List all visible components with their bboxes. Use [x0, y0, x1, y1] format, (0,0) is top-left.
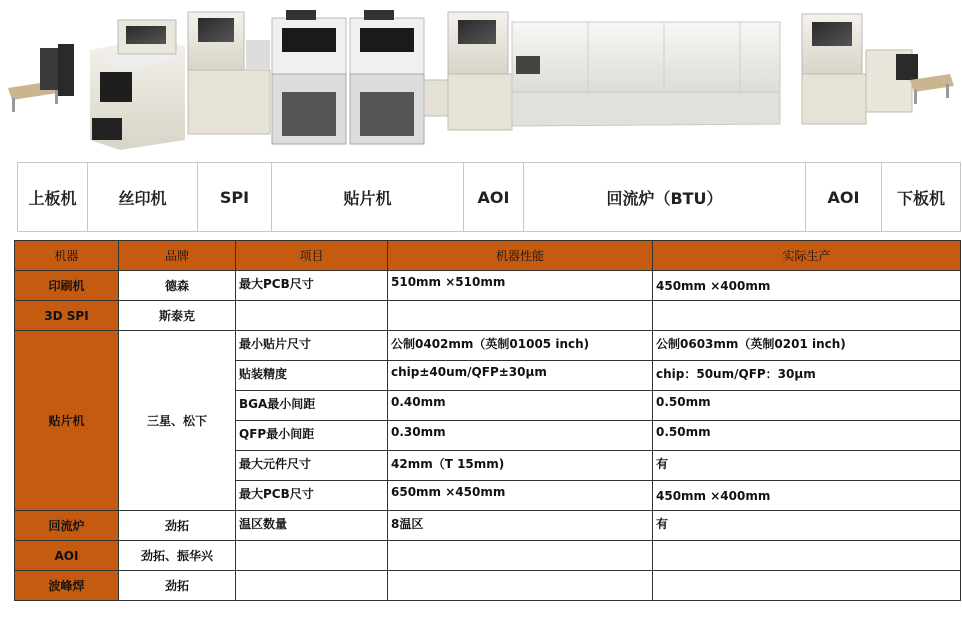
spec-cell: 510mm ×510mm — [388, 271, 653, 301]
header-brand: 品牌 — [119, 241, 236, 271]
stage-reflow: 回流炉（BTU） — [524, 163, 806, 231]
table-row — [15, 331, 961, 361]
brand-cell: 三星、松下 — [119, 331, 236, 511]
category-cell: 波峰焊 — [15, 571, 119, 601]
equipment-spec-table — [14, 240, 961, 601]
actual-cell: 450mm ×400mm — [653, 271, 961, 301]
table-header-row — [15, 241, 961, 271]
table-row — [15, 511, 961, 541]
actual-cell: chip：50um/QFP：30μm — [653, 361, 961, 391]
spec-cell: chip±40um/QFP±30μm — [388, 361, 653, 391]
stage-aoi-2: AOI — [806, 163, 882, 231]
item-cell: 最大PCB尺寸 — [236, 481, 388, 511]
table-row — [15, 541, 961, 571]
header-capability: 机器性能 — [388, 241, 653, 271]
mounter-machine-2 — [350, 10, 448, 144]
stage-loader: 上板机 — [18, 163, 88, 231]
spec-cell: 0.30mm — [388, 421, 653, 451]
reflow-oven-machine — [512, 22, 780, 126]
stage-printer: 丝印机 — [88, 163, 198, 231]
spec-cell — [388, 541, 653, 571]
actual-cell — [653, 541, 961, 571]
category-cell: 回流炉 — [15, 511, 119, 541]
actual-cell — [653, 301, 961, 331]
item-cell — [236, 571, 388, 601]
stage-aoi-1: AOI — [464, 163, 524, 231]
actual-cell: 0.50mm — [653, 421, 961, 451]
category-cell: 印刷机 — [15, 271, 119, 301]
header-machine: 机器 — [15, 241, 119, 271]
loader-machine — [8, 44, 74, 112]
header-item: 项目 — [236, 241, 388, 271]
item-cell: 最大PCB尺寸 — [236, 271, 388, 301]
item-cell: QFP最小间距 — [236, 421, 388, 451]
stage-unloader: 下板机 — [896, 188, 945, 208]
item-cell: 最小贴片尺寸 — [236, 331, 388, 361]
aoi-machine-1 — [448, 12, 512, 130]
actual-cell: 有 — [653, 511, 961, 541]
spec-cell: 8温区 — [388, 511, 653, 541]
spec-cell: 0.40mm — [388, 391, 653, 421]
stage-spi: SPI — [198, 163, 272, 231]
table-row — [15, 271, 961, 301]
category-cell: AOI — [15, 541, 119, 571]
item-cell: 温区数量 — [236, 511, 388, 541]
brand-cell: 劲拓 — [119, 571, 236, 601]
actual-cell: 公制0603mm（英制0201 inch) — [653, 331, 961, 361]
brand-cell: 德森 — [119, 271, 236, 301]
process-stage-bar — [17, 162, 961, 232]
category-cell: 3D SPI — [15, 301, 119, 331]
stage-mounter: 贴片机 — [272, 163, 464, 231]
aoi-machine-2 — [802, 14, 912, 124]
brand-cell: 斯泰克 — [119, 301, 236, 331]
item-cell — [236, 541, 388, 571]
brand-cell: 劲拓、振华兴 — [119, 541, 236, 571]
item-cell — [236, 301, 388, 331]
header-actual: 实际生产 — [653, 241, 961, 271]
actual-cell: 450mm ×400mm — [653, 481, 961, 511]
table-row — [15, 301, 961, 331]
spec-cell: 公制0402mm（英制01005 inch) — [388, 331, 653, 361]
printer-machine — [90, 20, 185, 150]
spec-cell — [388, 571, 653, 601]
mounter-machine-1 — [272, 10, 346, 144]
brand-cell: 劲拓 — [119, 511, 236, 541]
item-cell: BGA最小间距 — [236, 391, 388, 421]
spec-cell — [388, 301, 653, 331]
actual-cell: 0.50mm — [653, 391, 961, 421]
spi-machine — [188, 12, 270, 134]
item-cell: 贴装精度 — [236, 361, 388, 391]
smt-line-illustration — [0, 0, 962, 158]
table-row — [15, 571, 961, 601]
spec-cell: 650mm ×450mm — [388, 481, 653, 511]
item-cell: 最大元件尺寸 — [236, 451, 388, 481]
actual-cell: 有 — [653, 451, 961, 481]
spec-cell: 42mm（T 15mm) — [388, 451, 653, 481]
category-cell: 贴片机 — [15, 331, 119, 511]
actual-cell — [653, 571, 961, 601]
